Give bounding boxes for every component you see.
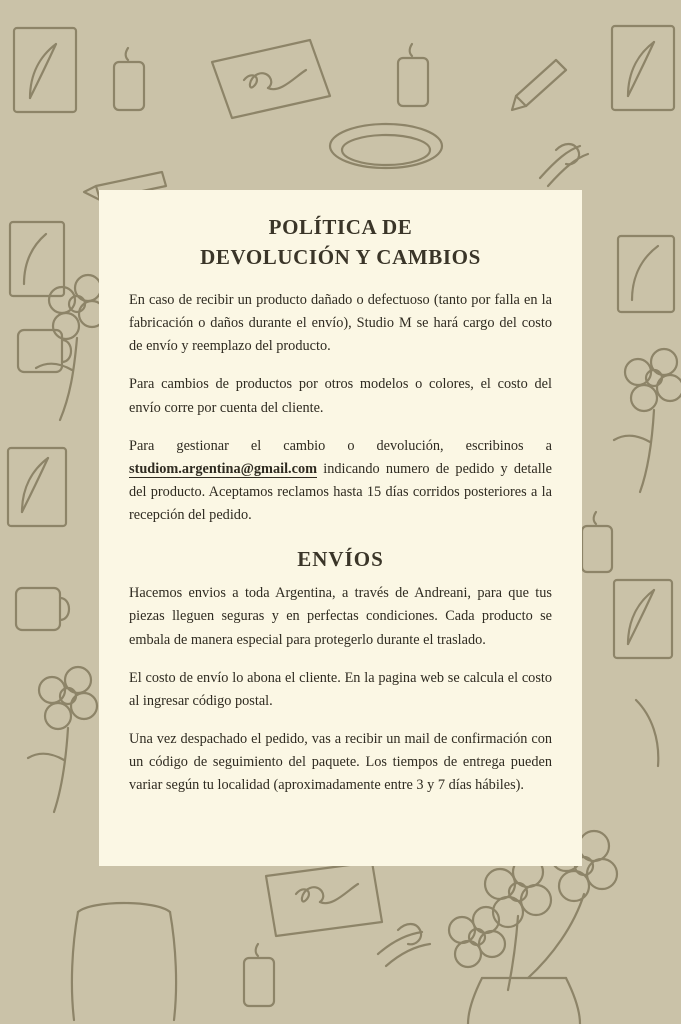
title-line-1: POLÍTICA DE <box>268 215 413 239</box>
shipping-paragraph-3: Una vez despachado el pedido, vas a recibir un mail de confirmación con un código de seguimiento del paquete. Los tiempos de entrega pueden variar según tu localidad (aproximadamente entre 3 y 7 días hábiles). <box>129 731 552 794</box>
flower-doodle <box>28 667 97 812</box>
mug-doodle <box>16 588 69 630</box>
flower-doodle <box>614 349 681 492</box>
framed-picture-doodle <box>10 222 64 296</box>
contact-text-before: Para gestionar el cambio o devolución, escribinos a <box>129 437 552 454</box>
vase-doodle <box>72 903 176 1020</box>
shipping-paragraph-2: El costo de envío lo abona el cliente. En la pagina web se calcula el costo al ingresar código postal. <box>129 669 552 709</box>
policy-card <box>99 190 582 866</box>
framed-picture-doodle <box>14 28 76 112</box>
vase-doodle <box>468 978 580 1024</box>
candle-doodle <box>398 44 428 106</box>
candle-doodle <box>114 48 144 110</box>
page-title <box>129 212 552 273</box>
cutlery-doodle <box>378 924 430 966</box>
mug-doodle <box>18 330 71 372</box>
card-doodle <box>266 862 382 936</box>
flower-doodle <box>36 275 105 420</box>
shipping-paragraph-1: Hacemos envios a toda Argentina, a través de Andreani, para que tus piezas lleguen seguras y en perfectas condiciones. Cada producto se embala de manera especial para protegerlo durante el traslado. <box>129 585 552 648</box>
framed-picture-doodle <box>618 236 674 312</box>
title-line-2: DEVOLUCIÓN Y CAMBIOS <box>200 245 481 270</box>
candle-doodle <box>244 944 274 1006</box>
policy-paragraph-1: En caso de recibir un producto dañado o defectuoso (tanto por falla en la fabricación o daños durante el envío), Studio M se hará cargo del costo de envío y reemplazo del producto. <box>129 291 552 355</box>
framed-picture-doodle <box>8 448 66 526</box>
cutlery-doodle <box>540 144 588 186</box>
policy-contact-paragraph <box>129 435 552 528</box>
candle-doodle <box>582 512 612 572</box>
plate-doodle <box>636 700 658 766</box>
framed-picture-doodle <box>614 580 672 658</box>
card-doodle <box>212 40 330 118</box>
framed-picture-doodle <box>612 26 674 110</box>
contact-email[interactable]: studiom.argentina@gmail.com <box>129 460 318 477</box>
policy-paragraph-2: Para cambios de productos por otros modelos o colores, el costo del envío corre por cuenta del cliente. <box>129 376 552 416</box>
pencil-doodle <box>512 60 566 110</box>
contact-text-after: indicando numero de pedido y detalle del producto. Aceptamos reclamos hasta 15 días corridos posteriores a la recepción del pedido. <box>129 460 552 524</box>
plate-doodle <box>330 124 442 168</box>
shipping-heading: ENVÍOS <box>297 547 384 572</box>
